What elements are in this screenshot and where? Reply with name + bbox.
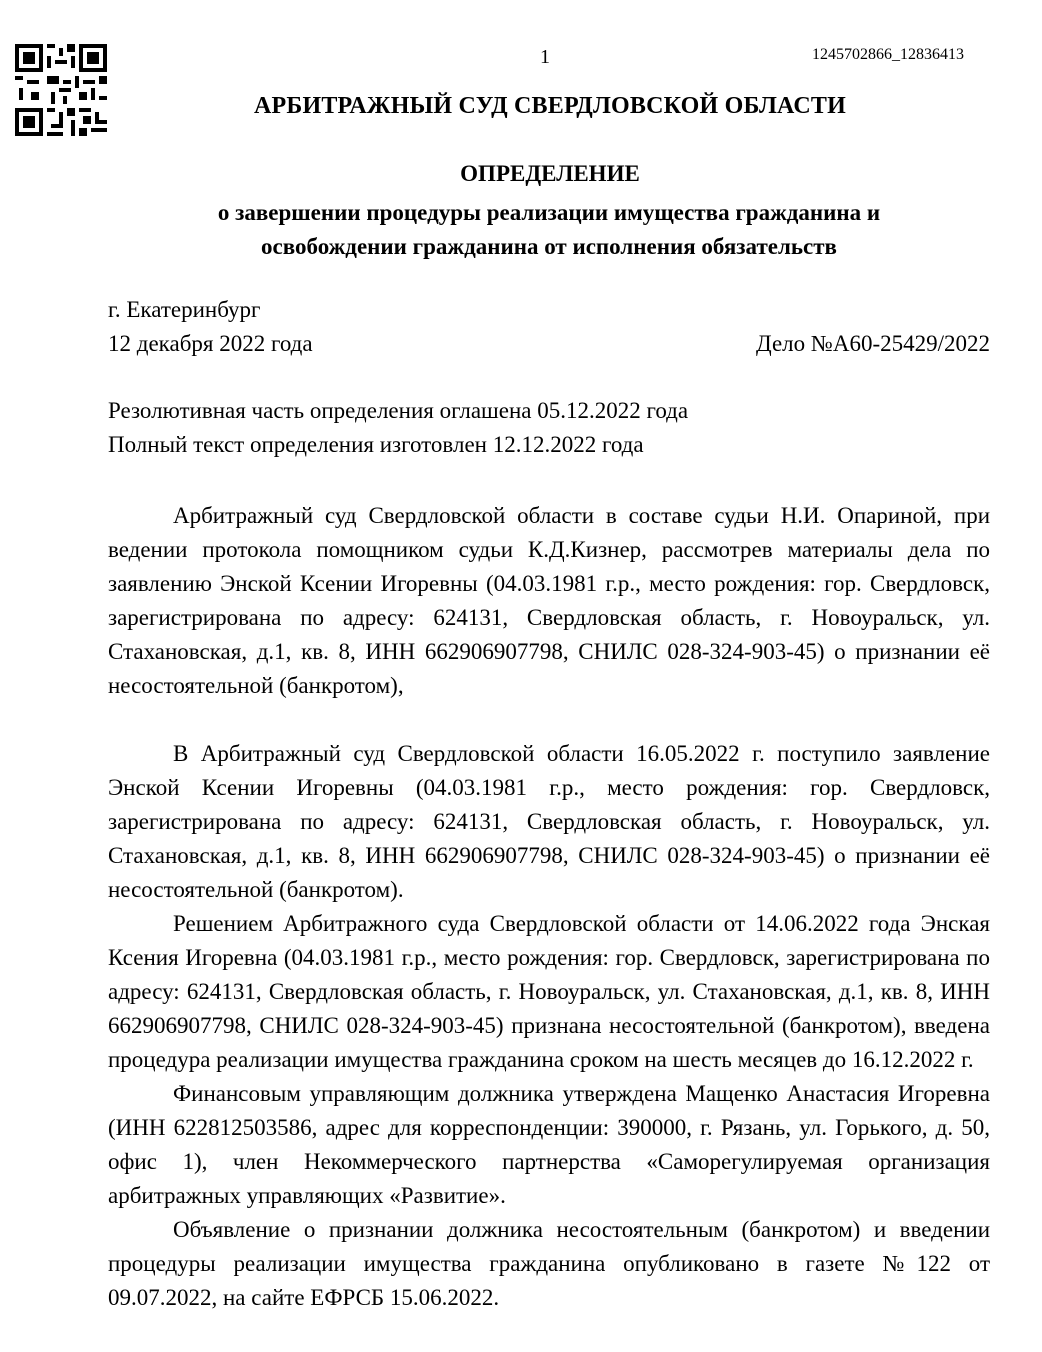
document-id: 1245702866_12836413: [812, 46, 964, 63]
document-subject-line-1: о завершении процедуры реализации имущества гражданина и: [217, 200, 881, 225]
date-case-row: [108, 331, 990, 357]
paragraph-court-composition: Арбитражный суд Свердловской области в составе судьи Н.И. Опариной, при ведении протокола помощником судьи К.Д.Кизнер, рассмотрев материалы дела по заявлению Энской Ксении Игоревны (04.03.1981 г.р., место рождения: гор. Свердловск, зарегистрирована по адресу: 624131, Свердловская область, г. Новоуральск, ул. Стахановская, д.1, кв. 8, ИНН 662906907798, СНИЛС 028-324-903-45) о признании её несостоятельной (банкротом),: [108, 503, 990, 698]
paragraph-application: В Арбитражный суд Свердловской области 16.05.2022 г. поступило заявление Энской Ксении Игоревны (04.03.1981 г.р., место рождения: гор. Свердловск, зарегистрирована по адресу: 624131, Свердловская область, г. Новоуральск, ул. Стахановская, д.1, кв. 8, ИНН 662906907798, СНИЛС 028-324-903-45) о признании её несостоятельной (банкротом).: [108, 741, 990, 902]
document-type: ОПРЕДЕЛЕНИЕ: [460, 161, 640, 186]
document-subject: [108, 196, 990, 264]
document-date: 12 декабря 2022 года: [108, 331, 313, 356]
page-number: 1: [540, 46, 550, 68]
qr-code-icon: [15, 44, 107, 136]
paragraph-publication: Объявление о признании должника несостоятельным (банкротом) и введении процедуры реализации имущества гражданина опубликовано в газете №122 от 09.07.2022, на сайте ЕФРСБ 15.06.2022.: [108, 1217, 990, 1310]
document-subject-line-2: освобождении гражданина от исполнения обязательств: [261, 234, 837, 259]
paragraph-financial-manager: Финансовым управляющим должника утверждена Мащенко Анастасия Игоревна (ИНН 622812503586, адрес для корреспонденции: 390000, г. Рязань, ул. Горького, д. 50, офис 1), член Некоммерческого партнерства «Саморегулируемая организация арбитражных управляющих «Развитие».: [108, 1081, 990, 1208]
paragraph-decision: Решением Арбитражного суда Свердловской области от 14.06.2022 года Энская Ксения Игоревна (04.03.1981 г.р., место рождения: гор. Свердловск, зарегистрирована по адресу: 624131, Свердловская область, г. Новоуральск, ул. Стахановская, д.1, кв. 8, ИНН 662906907798, СНИЛС 028-324-903-45) признана несостоятельной (банкротом), введена процедура реализации имущества гражданина сроком на шесть месяцев до 16.12.2022 г.: [108, 911, 990, 1072]
full-text-prepared: Полный текст определения изготовлен 12.12.2022 года: [108, 432, 644, 457]
resolution-announced: Резолютивная часть определения оглашена 05.12.2022 года: [108, 398, 689, 423]
city: г. Екатеринбург: [108, 297, 261, 322]
case-number: Дело №А60-25429/2022: [755, 331, 990, 356]
court-name: АРБИТРАЖНЫЙ СУД СВЕРДЛОВСКОЙ ОБЛАСТИ: [254, 93, 846, 119]
document-body: [108, 499, 990, 1315]
